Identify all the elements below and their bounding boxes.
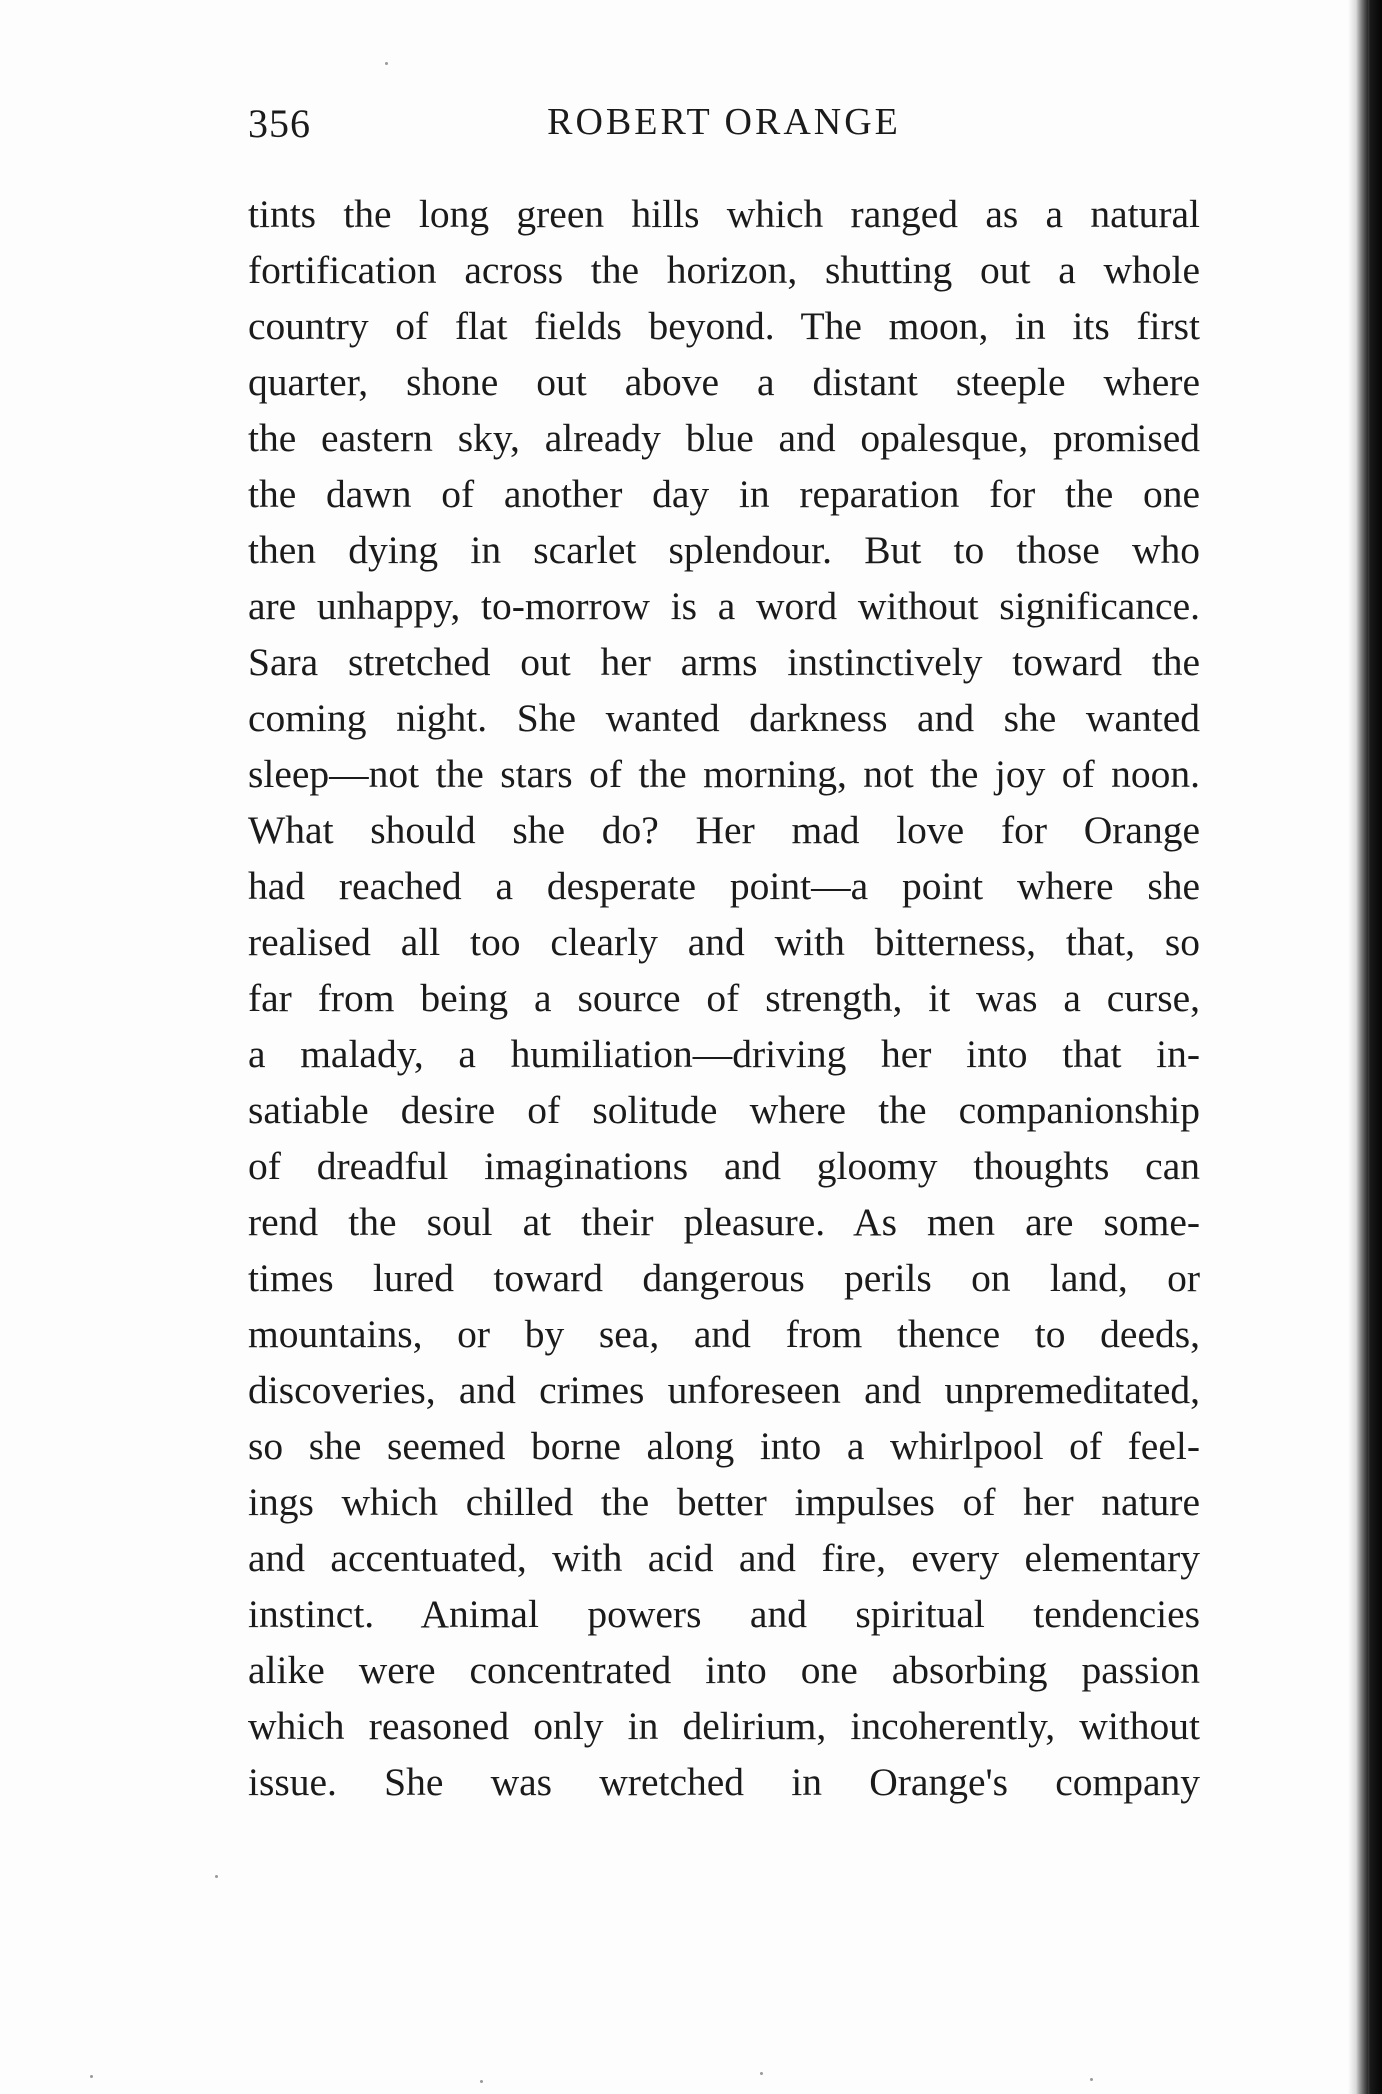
text-line: discoveries, and crimes unforeseen and unpremeditated,	[248, 1368, 1200, 1412]
text-line: quarter, shone out above a distant steeple where	[248, 360, 1200, 404]
text-line: times lured toward dangerous perils on land, or	[248, 1256, 1200, 1300]
text-line: a malady, a humiliation—driving her into that in-	[248, 1032, 1200, 1076]
paper-speck	[480, 2080, 483, 2083]
paper-speck	[90, 2075, 93, 2078]
text-line: country of flat fields beyond. The moon, in its first	[248, 304, 1200, 348]
text-line: realised all too clearly and with bitterness, that, so	[248, 920, 1200, 964]
text-line: and accentuated, with acid and fire, every elementary	[248, 1536, 1200, 1580]
text-line: Sara stretched out her arms instinctively toward the	[248, 640, 1200, 684]
text-line: What should she do? Her mad love for Orange	[248, 808, 1200, 852]
paper-speck	[385, 62, 388, 65]
paper-speck	[760, 2072, 763, 2075]
body-text	[248, 186, 1200, 1810]
text-line: issue. She was wretched in Orange's company	[248, 1760, 1200, 1804]
text-line: the eastern sky, already blue and opalesque, promised	[248, 416, 1200, 460]
text-line: tints the long green hills which ranged as a natural	[248, 192, 1200, 236]
text-line: ings which chilled the better impulses of her nature	[248, 1480, 1200, 1524]
text-line: instinct. Animal powers and spiritual tendencies	[248, 1592, 1200, 1636]
text-line: sleep—not the stars of the morning, not the joy of noon.	[248, 752, 1200, 796]
paper-speck	[1090, 2078, 1093, 2081]
text-line: of dreadful imaginations and gloomy thoughts can	[248, 1144, 1200, 1188]
page-number: 356	[248, 101, 311, 146]
running-title: ROBERT ORANGE	[547, 101, 901, 143]
text-line: so she seemed borne along into a whirlpool of feel-	[248, 1424, 1200, 1468]
text-line: far from being a source of strength, it was a curse,	[248, 976, 1200, 1020]
text-line: coming night. She wanted darkness and she wanted	[248, 696, 1200, 740]
text-line: are unhappy, to-morrow is a word without significance.	[248, 584, 1200, 628]
text-line: had reached a desperate point—a point where she	[248, 864, 1200, 908]
text-line: which reasoned only in delirium, incoherently, without	[248, 1704, 1200, 1748]
text-line: the dawn of another day in reparation for the one	[248, 472, 1200, 516]
text-line: fortification across the horizon, shutting out a whole	[248, 248, 1200, 292]
text-line: rend the soul at their pleasure. As men are some-	[248, 1200, 1200, 1244]
text-line: mountains, or by sea, and from thence to deeds,	[248, 1312, 1200, 1356]
text-line: then dying in scarlet splendour. But to those who	[248, 528, 1200, 572]
text-line: satiable desire of solitude where the companionship	[248, 1088, 1200, 1132]
paper-speck	[215, 1875, 218, 1878]
running-head	[248, 100, 1200, 150]
text-line: alike were concentrated into one absorbing passion	[248, 1648, 1200, 1692]
binding-edge	[1356, 0, 1382, 2094]
